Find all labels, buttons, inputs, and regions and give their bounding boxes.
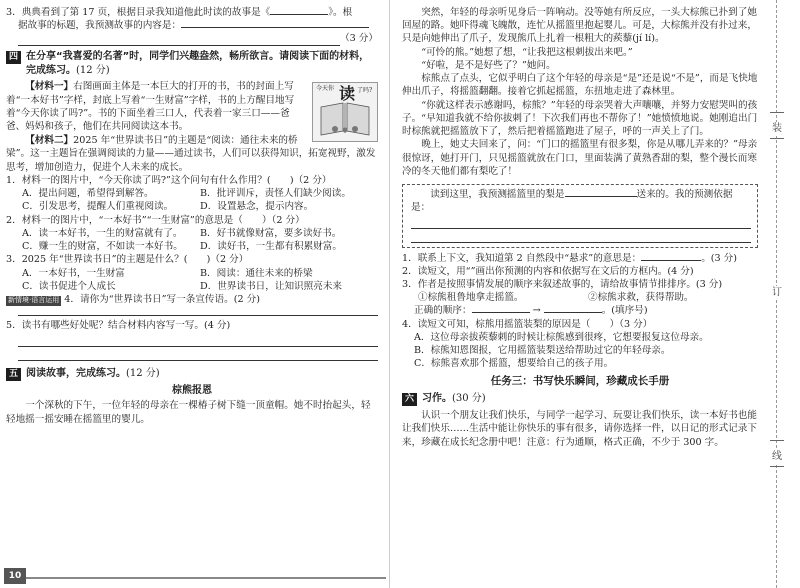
story-paragraph-5: 棕熊点了点头，它似乎明白了这个年轻的母亲是“是”还是说“不是”，而是飞快地伸出爪子，将摇篮翻翻。接着它抓起摇篮，东扭地走进了森林里。	[402, 73, 758, 98]
section-6-points: (30 分)	[452, 393, 486, 405]
l-q1-option-d[interactable]: D．设置悬念，提示内容。	[200, 201, 314, 213]
plot-item-2: ②棕熊求救，获得帮助。	[588, 292, 694, 304]
l-q5: 5．读书有哪些好处呢？结合材料内容写一写。(4 分)	[6, 320, 231, 332]
l-q5-answer-line-2[interactable]	[18, 347, 378, 361]
section-5-points: (12 分)	[126, 367, 160, 379]
l-q4-answer-line[interactable]	[18, 306, 378, 316]
story-title: 棕熊报恩	[172, 384, 212, 396]
binding-mark-2	[770, 138, 784, 147]
l-q2-option-c[interactable]: C．赚一生的财富，不如读一本好书。	[22, 241, 183, 253]
section-6-title: 习作。	[422, 393, 452, 405]
l-q3-option-a[interactable]: A．一本好书，一生财富	[22, 267, 125, 279]
binding-mark-4	[770, 466, 784, 475]
l-q1-option-a[interactable]: A．提出问题，希望得到解答。	[22, 188, 154, 200]
q3-text-a: 3．典典看到了第 17 页，根据目录我知道他此时读的故事是《	[6, 7, 271, 18]
binding-mark-1	[770, 112, 784, 121]
q3-answer-blank-2[interactable]	[18, 32, 340, 45]
l-q5-answer-line-1[interactable]	[18, 333, 378, 347]
prediction-box	[402, 184, 758, 247]
q3-answer-row	[6, 32, 378, 45]
material-1	[6, 80, 378, 133]
prediction-line-1[interactable]	[411, 215, 751, 229]
section-6-badge: 六	[402, 393, 417, 406]
l-q1-option-b[interactable]: B．批评训斥，责怪人们缺少阅读。	[200, 188, 351, 200]
r-q3-order: 正确的顺序： → 。(填序号)	[414, 305, 648, 317]
q3-prompt-line2	[6, 19, 378, 32]
r-q1-text: 1．联系上下文，我知道第 2 自然段中“悬求”的意思是：	[402, 252, 642, 264]
new-context-tag: 新情境·语言运用	[8, 296, 60, 305]
q3-prompt	[6, 6, 378, 19]
l-q3-options	[6, 267, 378, 293]
story-paragraph-2: 突然，年轻的母亲听见身后一阵响动。没等她有所反应，一头大棕熊已扑到了她回屋的路。她吓得魂飞魄散，连忙从摇篮里抱起婴儿。可是，大棕熊并没有扑过来，只是向她伸出了爪子，发现熊爪上扎着一根粗大的蒺藜(jí lí)。	[402, 7, 757, 45]
l-q1-options	[6, 187, 378, 213]
reading-poster-image	[312, 82, 378, 142]
order-blank-2[interactable]	[544, 312, 602, 313]
right-column	[402, 6, 758, 449]
binding-mark-3	[770, 440, 784, 449]
section-4-heading	[26, 50, 378, 78]
plot-item-1: ①棕熊租鲁地拿走摇篮。	[418, 292, 524, 304]
l-q2: 2．材料一的图片中，“一本好书”“一生财富”的意思是（ ）（2 分）	[6, 214, 305, 226]
prediction-blank[interactable]	[565, 196, 637, 197]
material-2-text: 2025 年“世界读书日”的主题是“阅读：通往未来的桥梁”。这一主题旨在强调阅读的力量——通过读书，人们可以获得知识，拓宽视野，激发思考，增加创造力，促进个人未来的成长。	[6, 135, 376, 173]
left-column	[6, 6, 378, 426]
section-4-header	[6, 50, 378, 78]
l-q4-text: 4．请你为“世界读书日”写一条宣传语。(2 分)	[64, 294, 260, 306]
q3-text-b: 》。根	[328, 7, 353, 18]
column-divider	[389, 0, 390, 588]
q3-title-blank[interactable]	[270, 14, 328, 15]
l-q2-options	[6, 227, 378, 253]
r-q4-option-a[interactable]: A．这位母亲拔蒺藜刺的时候让棕熊感到很疼，它想要报复这位母亲。	[414, 331, 709, 343]
r-q4-option-b[interactable]: B．棕熊知恩图报，它用摇篮装梨送给帮助过它的年轻母亲。	[414, 345, 671, 357]
story-paragraph-4: “好啦，是不是好些了？”她问。	[421, 59, 556, 71]
r-q3: 3．作者是按照事情发展的顺序来叙述故事的，请给故事情节排排序。(3 分)	[402, 278, 723, 290]
binding-char-2: 订	[768, 286, 786, 300]
section-5-heading	[26, 367, 160, 381]
story-paragraph-1: 一个深秋的下午，一位年轻的母亲在一棵椿子树下缝一顶童帽。她不时抬起头，轻轻地摇一摇安睡在摇篮里的婴儿。	[6, 400, 371, 425]
task-3-heading: 任务三：书写快乐瞬间，珍藏成长手册	[490, 374, 670, 387]
story-paragraph-6: “你就这样表示感谢吗，棕熊？”年轻的母亲哭着大声嚷嚷，并努力安慰哭叫的孩子。“早知道我就不给你拔刺了！下次我们再也不帮你了！”她愤愤地说。她刚追出门时棕熊就把摇篮放下了，然后把着摇篮跑进了屋子，呼的一声关上了门。	[402, 99, 758, 138]
page-footer-bar	[26, 577, 386, 579]
material-1-label: 【材料一】	[25, 81, 74, 93]
section-6-header	[402, 392, 758, 406]
r-q1	[402, 252, 758, 265]
l-q2-option-d[interactable]: D．读好书，一生都有积累财富。	[200, 241, 343, 253]
section-4-title: 在分享“我喜爱的名著”时，同学们兴趣盎然，畅所欲言。请阅读下面的材料，完成练习。	[26, 50, 370, 76]
section-4-badge: 四	[6, 51, 21, 64]
l-q1-option-c[interactable]: C．引发思考，提醒人们重视阅读。	[22, 201, 174, 213]
r-q1-blank[interactable]	[641, 260, 701, 261]
r-q3-items	[402, 291, 758, 304]
story-paragraph-3: “可怜的熊。”她想了想，“让我把这根刺拔出来吧。”	[421, 46, 633, 58]
l-q3-option-d[interactable]: D．世界读书日，让知识照亮未来	[200, 280, 343, 292]
material-2-label: 【材料二】	[25, 135, 74, 147]
section-4-points: (12 分)	[76, 64, 110, 76]
q3-answer-blank-1[interactable]	[181, 27, 369, 28]
binding-char-3: 线	[768, 450, 786, 464]
prediction-prompt	[411, 188, 751, 214]
prediction-text-b: 送来的。我的预测依据是：	[411, 189, 733, 214]
prediction-text-a: 读到这里，我预测摇篮里的梨是	[430, 189, 565, 201]
r-q1-score: 。(3 分)	[701, 252, 738, 264]
material-1-text: 右图画面主体是一本巨大的打开的书，书的封面上写着“一本好书”字样，封底上写着“一生财富”字样，书的上方醒目地写着“今天你读了吗?”。书的下面坐着三口人，代表着一家三口——爸爸、妈妈和孩子，他们在共同阅读这本书。	[6, 81, 295, 132]
l-q3: 3．2025 年“世界读书日”的主题是什么？( )（2 分）	[6, 254, 249, 266]
l-q3-option-c[interactable]: C．读书促进个人成长	[22, 280, 116, 292]
section-5-title: 阅读故事，完成练习。	[26, 367, 126, 379]
binding-margin	[762, 0, 792, 588]
l-q3-option-b[interactable]: B．阅读：通往未来的桥梁	[200, 267, 313, 279]
book-illustration	[313, 83, 377, 141]
essay-prompt: 认识一个朋友让我们快乐，与同学一起学习、玩耍让我们快乐，读一本好书也能让我们快乐……生活中能让你快乐的事有很多，请你选择一件，以日记的形式记录下来，珍藏在成长纪念册中吧！注意：行为通顺，格式正确，不少于 300 字。	[402, 410, 757, 448]
r-q3-order-note: 。(填序号)	[601, 305, 648, 317]
l-q4	[6, 293, 378, 306]
q3-score: （3 分）	[340, 33, 378, 45]
section-5-badge: 五	[6, 368, 21, 381]
r-q4-option-c[interactable]: C．棕熊喜欢那个摇篮，想要给自己的孩子用。	[414, 358, 614, 370]
binding-char-1: 装	[768, 122, 786, 136]
section-6-heading	[422, 392, 486, 406]
r-q4-options	[402, 331, 758, 371]
prediction-line-2[interactable]	[411, 229, 751, 243]
l-q2-option-a[interactable]: A．读一本好书，一生的财富就有了。	[22, 227, 183, 239]
page-number: 10	[4, 568, 26, 584]
section-5-header	[6, 367, 378, 381]
story-paragraph-7: 晚上，她丈夫回来了，问：“门口的摇篮里有很多梨，你是从哪儿弄来的？”母亲很惊讶，她打开门，只见摇篮就放在门口，里面装满了黄熟香甜的梨，整个漫长而寒冷的冬天他们都有梨吃了！	[402, 139, 758, 177]
poster-top-text: 今天你	[316, 85, 335, 93]
r-q4: 4．读短文可知，棕熊用摇篮装梨的原因是（ ）（3 分）	[402, 318, 653, 330]
r-q3-order-label: 正确的顺序：	[414, 305, 472, 317]
order-blank-1[interactable]	[472, 312, 530, 313]
l-q1: 1．材料一的图片中，“今天你读了吗?”这个问句有什么作用？( )（2 分）	[6, 174, 332, 186]
q3-text2: 据故事的标题，我预测故事的内容是：	[18, 20, 182, 32]
r-q2: 2．读短文，用“”画出你预测的内容和依据写在文后的方框内。(4 分)	[402, 265, 694, 277]
poster-big-char: 读	[339, 84, 356, 104]
poster-sub-text: 了吗?	[357, 87, 373, 95]
l-q2-option-b[interactable]: B．好书就像财富，要多读好书。	[200, 227, 342, 239]
